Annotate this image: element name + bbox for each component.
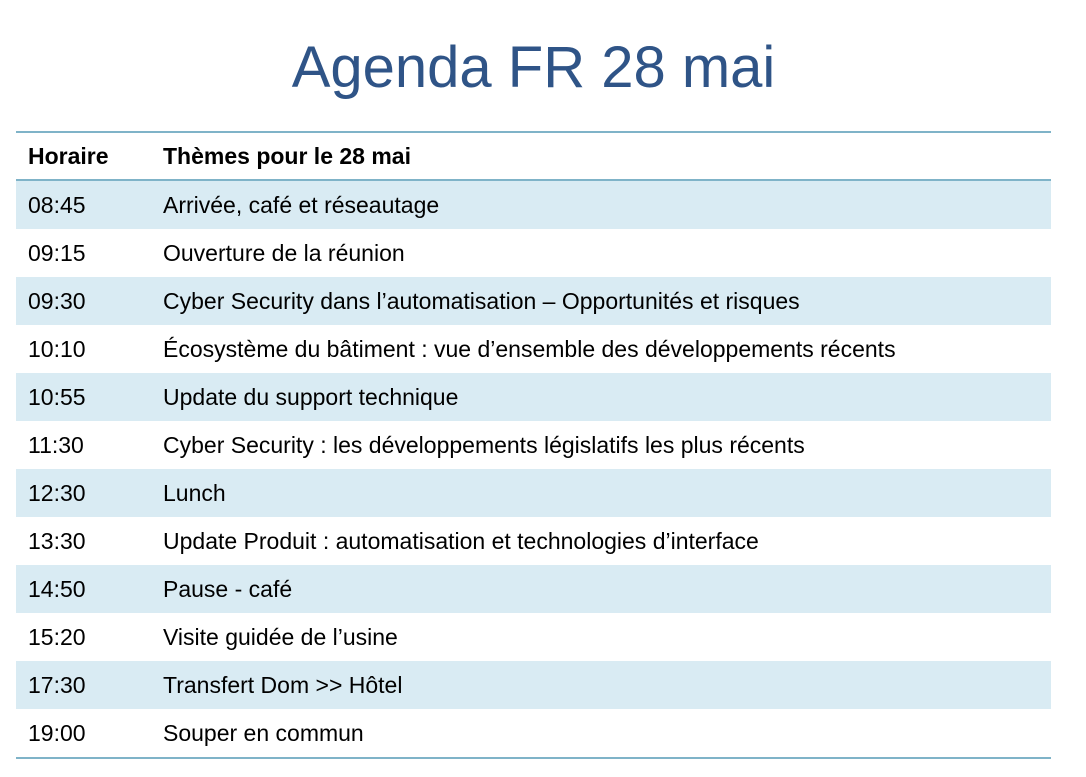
row-topic: Lunch (151, 469, 1051, 517)
table-row (16, 517, 1051, 565)
row-topic: Cyber Security dans l’automatisation – Opportunités et risques (151, 277, 1051, 325)
row-time: 17:30 (16, 661, 151, 709)
row-time: 10:10 (28, 335, 86, 362)
table-row (16, 613, 1051, 661)
table-row (16, 180, 1051, 229)
table-body (16, 180, 1051, 758)
row-topic: Update Produit : automatisation et technologies d’interface (163, 527, 759, 554)
header-row (16, 132, 1051, 180)
row-topic: Pause - café (151, 565, 1051, 613)
row-time: 12:30 (16, 469, 151, 517)
row-time: 13:30 (28, 527, 86, 554)
page-title: Agenda FR 28 mai (291, 35, 776, 100)
row-topic: Arrivée, café et réseautage (151, 180, 1051, 229)
row-time: 19:00 (28, 719, 86, 746)
table-row (16, 469, 1051, 517)
agenda-table (16, 131, 1051, 759)
row-time: 10:55 (16, 373, 151, 421)
row-topic: Update du support technique (151, 373, 1051, 421)
table-row (16, 277, 1051, 325)
table-row (16, 325, 1051, 373)
header-topic: Thèmes pour le 28 mai (163, 142, 411, 169)
table-row (16, 709, 1051, 758)
row-time: 15:20 (28, 623, 86, 650)
row-topic: Visite guidée de l’usine (163, 623, 398, 650)
row-time: 14:50 (16, 565, 151, 613)
row-time: 11:30 (28, 431, 84, 458)
table-header (16, 132, 1051, 180)
table-row (16, 229, 1051, 277)
row-topic: Souper en commun (163, 719, 364, 746)
row-time: 08:45 (16, 180, 151, 229)
table-row (16, 565, 1051, 613)
table-row (16, 373, 1051, 421)
row-time: 09:30 (16, 277, 151, 325)
row-topic: Écosystème du bâtiment : vue d’ensemble des développements récents (163, 335, 896, 362)
row-topic: Transfert Dom >> Hôtel (151, 661, 1051, 709)
row-topic: Ouverture de la réunion (163, 239, 405, 266)
table-row (16, 421, 1051, 469)
row-topic: Cyber Security : les développements législatifs les plus récents (163, 431, 805, 458)
header-time: Horaire (28, 142, 109, 169)
table-row (16, 661, 1051, 709)
row-time: 09:15 (28, 239, 86, 266)
